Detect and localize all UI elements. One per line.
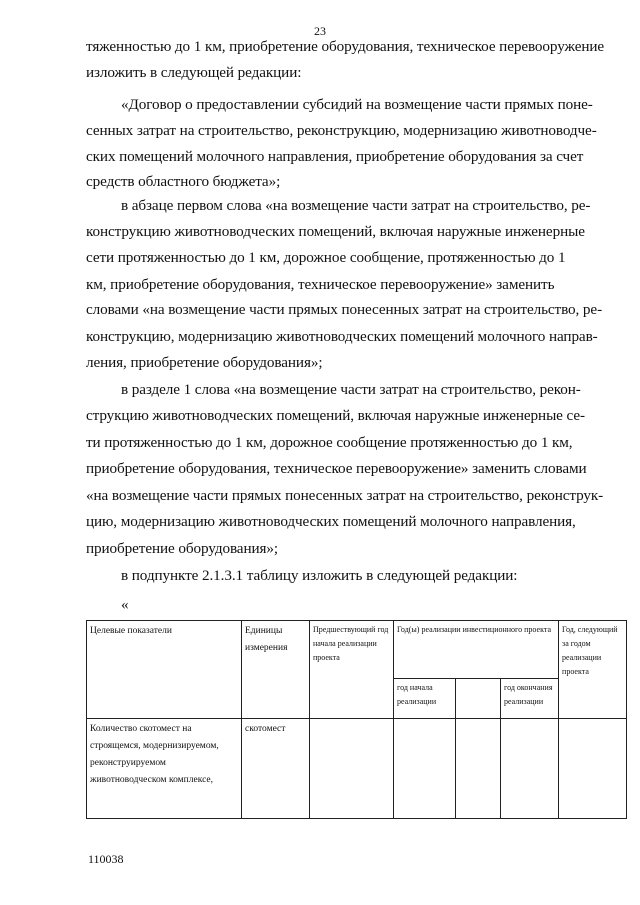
text-line: цию, модернизацию животноводческих помещений молочного направления, [86,513,576,530]
row-cell [310,719,394,819]
text-line: «Договор о предоставлении субсидий на возмещение части прямых поне- [121,96,593,113]
header-end-year: год окончания реализации [501,679,559,719]
header-empty-cell [456,679,501,719]
row-cell [394,719,456,819]
text-line: в абзаце первом слова «на возмещение части затрат на строительство, ре- [121,197,591,214]
row-cell [501,719,559,819]
text-line: «на возмещение части прямых понесенных затрат на строительство, реконструк- [86,487,604,504]
text-line: ских помещений молочного направления, приобретение оборудования за счет [86,148,584,165]
text-line: ления, приобретение оборудования»; [86,354,323,371]
footer-code: 110038 [88,852,124,866]
header-implementation-years: Год(ы) реализации инвестиционного проекта [394,621,559,679]
row-cell [559,719,627,819]
text-line: сенных затрат на строительство, реконструкцию, модернизацию животноводче- [86,122,597,139]
header-indicators: Целевые показатели [87,621,242,719]
text-line: средств областного бюджета»; [86,173,281,190]
text-line: струкцию животноводческих помещений, включая наружные инженерные се- [86,407,585,424]
row-unit: скотомест [242,719,310,819]
text-line: словами «на возмещение части прямых понесенных затрат на строительство, ре- [86,301,603,318]
text-line: в разделе 1 слова «на возмещение части затрат на строительство, рекон- [121,381,581,398]
table-row [87,719,627,819]
text-line: конструкцию, модернизацию животноводческих помещений молочного направ- [86,328,598,345]
row-indicator: Количество скотомест на строящемся, модернизируемом, реконструируемом животноводческом комплексе, [87,719,242,819]
text-line: тяженностью до 1 км, приобретение оборудования, техническое перевооружение [86,38,605,55]
text-line: изложить в следующей редакции: [86,64,302,81]
target-indicators-table [86,620,627,819]
text-line: км, приобретение оборудования, техническое перевооружение» заменить [86,276,555,293]
text-line: в подпункте 2.1.3.1 таблицу изложить в следующей редакции: [121,567,518,584]
header-preceding-year: Предшествующий год начала реализации проекта [310,621,394,719]
text-line: приобретение оборудования»; [86,540,279,557]
header-units: Единицы измерения [242,621,310,719]
text-line: ти протяженностью до 1 км, дорожное сообщение протяженностью до 1 км, [86,434,573,451]
opening-quote: « [121,596,129,613]
row-cell [456,719,501,819]
page-number: 23 [314,24,326,38]
text-line: конструкцию животноводческих помещений, включая наружные инженерные [86,223,585,240]
header-next-year: Год, следующий за годом реализации проекта [559,621,627,719]
text-line: сети протяженностью до 1 км, дорожное сообщение, протяженностью до 1 [86,249,566,266]
header-start-year: год начала реализации [394,679,456,719]
text-line: приобретение оборудования, техническое перевооружение» заменить словами [86,460,587,477]
